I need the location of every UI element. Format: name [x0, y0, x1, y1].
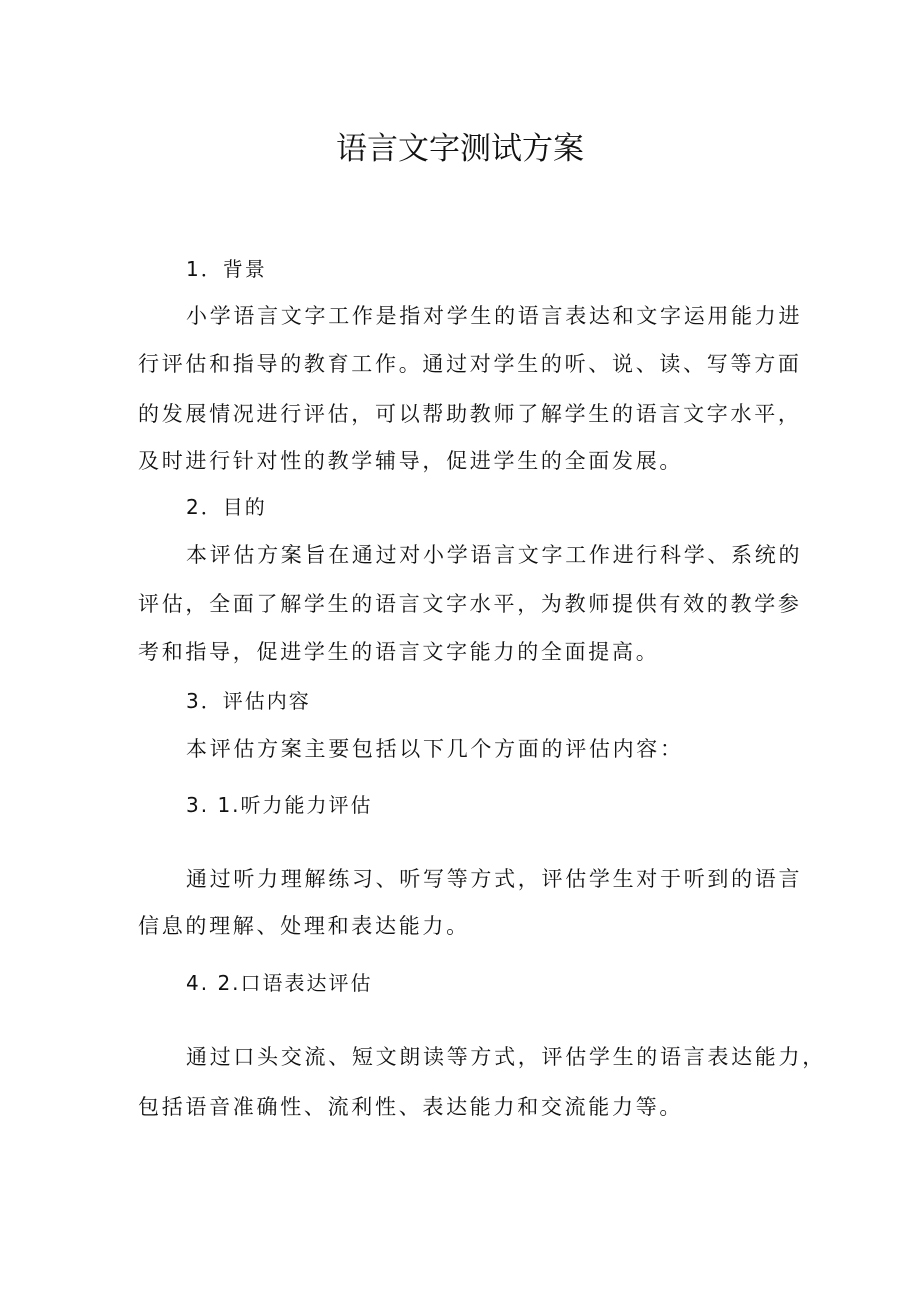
section-heading-oral: 4. 2.口语表达评估 — [186, 971, 373, 995]
paragraph-line: 行评估和指导的教育工作。通过对学生的听、说、读、写等方面 — [138, 352, 802, 376]
paragraph-line: 及时进行针对性的教学辅导，促进学生的全面发展。 — [138, 449, 684, 473]
section-heading-content: 3．评估内容 — [186, 689, 311, 713]
section-heading-purpose: 2．目的 — [186, 495, 267, 519]
paragraph-line: 通过听力理解练习、听写等方式，评估学生对于听到的语言 — [186, 867, 803, 891]
paragraph-line: 通过口头交流、短文朗读等方式，评估学生的语言表达能力， — [186, 1045, 826, 1069]
paragraph-line: 考和指导，促进学生的语言文字能力的全面提高。 — [138, 640, 660, 664]
paragraph-line: 小学语言文字工作是指对学生的语言表达和文字运用能力进 — [186, 304, 803, 328]
section-heading-background: 1．背景 — [186, 257, 267, 281]
paragraph-line: 本评估方案旨在通过对小学语言文字工作进行科学、系统的 — [186, 543, 803, 567]
paragraph-line: 的发展情况进行评估，可以帮助教师了解学生的语言文字水平， — [138, 402, 802, 426]
section-heading-listening: 3. 1.听力能力评估 — [186, 793, 373, 817]
paragraph-line: 本评估方案主要包括以下几个方面的评估内容： — [186, 737, 684, 761]
paragraph-line: 包括语音准确性、流利性、表达能力和交流能力等。 — [138, 1095, 684, 1119]
document-title: 语言文字测试方案 — [336, 131, 584, 167]
paragraph-line: 评估，全面了解学生的语言文字水平，为教师提供有效的教学参 — [138, 592, 802, 616]
paragraph-line: 信息的理解、处理和表达能力。 — [138, 914, 470, 938]
